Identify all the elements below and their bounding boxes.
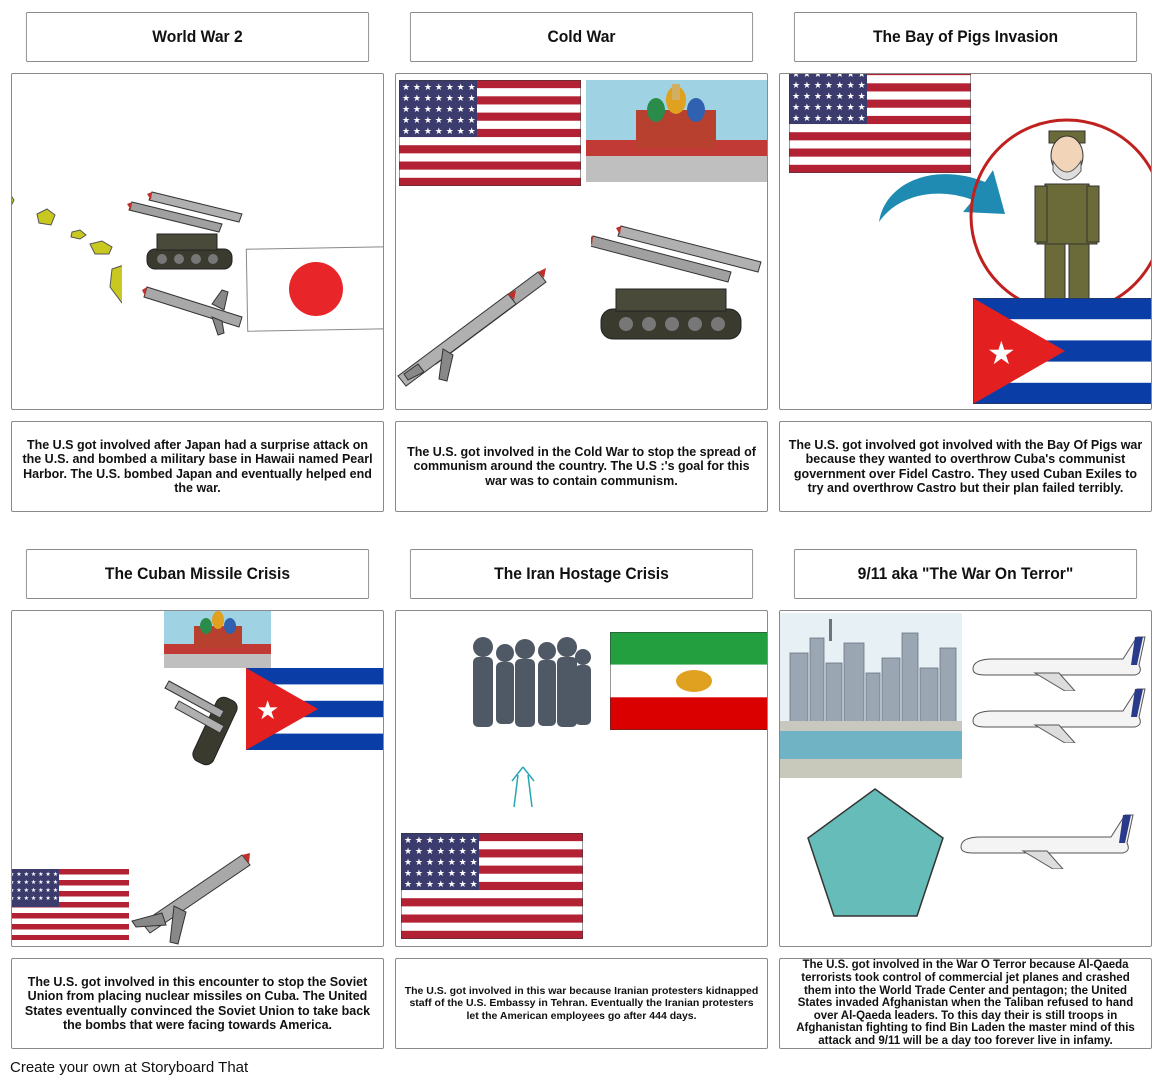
- svg-text:★ ★ ★ ★ ★ ★ ★: ★ ★ ★ ★ ★ ★ ★: [402, 105, 476, 115]
- missile-launcher-icon: [164, 671, 254, 771]
- cuba-flag-icon: [973, 298, 1152, 404]
- us-flag-icon: [789, 70, 971, 173]
- svg-text:★ ★ ★ ★ ★ ★ ★: ★ ★ ★ ★ ★ ★ ★: [9, 895, 59, 902]
- svg-text:★ ★ ★ ★ ★ ★ ★: ★ ★ ★ ★ ★ ★ ★: [404, 880, 478, 890]
- svg-text:★ ★ ★ ★ ★ ★ ★: ★ ★ ★ ★ ★ ★ ★: [402, 83, 476, 93]
- svg-text:★ ★ ★ ★ ★ ★ ★: ★ ★ ★ ★ ★ ★ ★: [404, 836, 478, 846]
- panel-5-title: [410, 549, 753, 599]
- panel-6-title: [794, 549, 1137, 599]
- panel-4-scene: [11, 610, 384, 947]
- panel-3-caption-text: The U.S. got involved got involved with the Bay Of Pigs war because they wanted to overthrow Cuba's communist government over Fidel Castro. They used Cuban Exiles to try and overthrow Castro but their plan failed terribly.: [788, 437, 1143, 495]
- svg-text:★ ★ ★ ★ ★ ★ ★: ★ ★ ★ ★ ★ ★ ★: [404, 847, 478, 857]
- panel-3-scene: [779, 70, 1152, 410]
- svg-text:★ ★ ★ ★ ★ ★ ★: ★ ★ ★ ★ ★ ★ ★: [402, 94, 476, 104]
- panel-4-title-text: The Cuban Missile Crisis: [104, 564, 291, 583]
- svg-text:★ ★ ★ ★ ★ ★ ★: ★ ★ ★ ★ ★ ★ ★: [792, 114, 866, 124]
- storyboard-footer-link[interactable]: Create your own at Storyboard That: [10, 1059, 249, 1076]
- panel-3-title: [794, 12, 1137, 62]
- missile-launcher-icon: [127, 184, 257, 284]
- people-silhouettes-icon: [469, 635, 594, 735]
- panel-6-caption: [779, 958, 1152, 1049]
- up-arrow-icon: [508, 765, 538, 810]
- cuba-flag-icon: [246, 668, 384, 750]
- svg-text:★: ★: [987, 334, 1016, 372]
- panel-5-scene: [395, 610, 768, 947]
- panel-2-title-text: Cold War: [547, 27, 616, 46]
- hawaii-islands-icon: [11, 184, 122, 334]
- panel-3-caption: [779, 421, 1152, 512]
- panel-4-title: [26, 549, 369, 599]
- missiles-group-icon: [395, 264, 558, 404]
- svg-text:★ ★ ★ ★ ★ ★ ★: ★ ★ ★ ★ ★ ★ ★: [792, 81, 866, 91]
- airplane-icon: [953, 809, 1138, 869]
- svg-text:★ ★ ★ ★ ★ ★ ★: ★ ★ ★ ★ ★ ★ ★: [404, 858, 478, 868]
- panel-5-caption: [395, 958, 768, 1049]
- panel-2-scene: [395, 73, 768, 410]
- panel-2-caption-text: The U.S. got involved in the Cold War to stop the spread of communism around the country. The U.S :'s goal for this war was to contain communism.: [407, 444, 756, 488]
- svg-text:★ ★ ★ ★ ★ ★ ★: ★ ★ ★ ★ ★ ★ ★: [9, 879, 59, 886]
- panel-6-title-text: 9/11 aka "The War On Terror": [857, 564, 1074, 583]
- us-flag-icon: [401, 833, 583, 939]
- castro-figure-icon: [967, 116, 1152, 316]
- svg-text:★ ★ ★ ★ ★ ★ ★: ★ ★ ★ ★ ★ ★ ★: [792, 103, 866, 113]
- panel-6-caption-text: The U.S. got involved in the War O Terror because Al-Qaeda terrorists took control of commercial jet planes and crashed them into the World Trade Center and pentagon; the United States invaded Afghanistan when the Taliban refused to hand over Al-Qaeda leaders. To this day their is still troops in Afghanistan fighting to find Bin Laden the master mind of this attack and 9/11 will be a day too forever live in infamy.: [796, 959, 1135, 1048]
- panel-1-scene: [11, 73, 384, 410]
- panel-5-caption-text: The U.S. got involved in this war because Iranian protesters kidnapped staff of the U.S. Embassy in Tehran. Eventually the Iranian protesters let the American employees go after 444 days.: [404, 985, 759, 1022]
- svg-text:★ ★ ★ ★ ★ ★ ★: ★ ★ ★ ★ ★ ★ ★: [404, 869, 478, 879]
- panel-4-caption-text: The U.S. got involved in this encounter to stop the Soviet Union from placing nuclear missiles on Cuba. The United States eventually convinced the Soviet Union to take back the bombs that were facing towards America.: [24, 974, 371, 1032]
- us-flag-icon: [11, 869, 129, 940]
- kremlin-image-icon: [164, 610, 271, 668]
- panel-1-title: [26, 12, 369, 62]
- panel-4-caption: [11, 958, 384, 1049]
- city-skyline-image-icon: [780, 613, 962, 778]
- airplane-icon: [965, 631, 1150, 691]
- missile-icon: [142, 279, 262, 339]
- svg-text:★ ★ ★ ★ ★ ★ ★: ★ ★ ★ ★ ★ ★ ★: [9, 871, 59, 878]
- panel-2-title: [410, 12, 753, 62]
- svg-text:★ ★ ★ ★ ★ ★ ★: ★ ★ ★ ★ ★ ★ ★: [9, 887, 59, 894]
- panel-6-scene: [779, 610, 1152, 947]
- panel-1-title-text: World War 2: [152, 27, 243, 46]
- panel-1-caption-text: The U.S got involved after Japan had a surprise attack on the U.S. and bombed a military base in Hawaii named Pearl Harbor. The U.S. bombed Japan and eventually helped end the war.: [22, 437, 373, 495]
- missile-launcher-icon: [591, 224, 768, 354]
- missile-icon: [122, 851, 252, 947]
- svg-text:★ ★ ★ ★ ★ ★ ★: ★ ★ ★ ★ ★ ★ ★: [792, 70, 866, 80]
- panel-2-caption: [395, 421, 768, 512]
- panel-5-title-text: The Iran Hostage Crisis: [494, 564, 669, 583]
- svg-text:★ ★ ★ ★ ★ ★ ★: ★ ★ ★ ★ ★ ★ ★: [402, 116, 476, 126]
- airplane-icon: [965, 683, 1150, 743]
- svg-text:★ ★ ★ ★ ★ ★ ★: ★ ★ ★ ★ ★ ★ ★: [402, 127, 476, 137]
- panel-3-title-text: The Bay of Pigs Invasion: [872, 27, 1059, 46]
- us-flag-icon: [399, 80, 581, 186]
- iran-flag-icon: [610, 632, 768, 730]
- panel-1-caption: [11, 421, 384, 512]
- kremlin-image-icon: [586, 80, 768, 182]
- japan-flag-icon: [245, 246, 384, 332]
- pentagon-icon: [807, 786, 947, 921]
- svg-text:★ ★ ★ ★ ★ ★ ★: ★ ★ ★ ★ ★ ★ ★: [792, 92, 866, 102]
- svg-text:★: ★: [256, 696, 280, 726]
